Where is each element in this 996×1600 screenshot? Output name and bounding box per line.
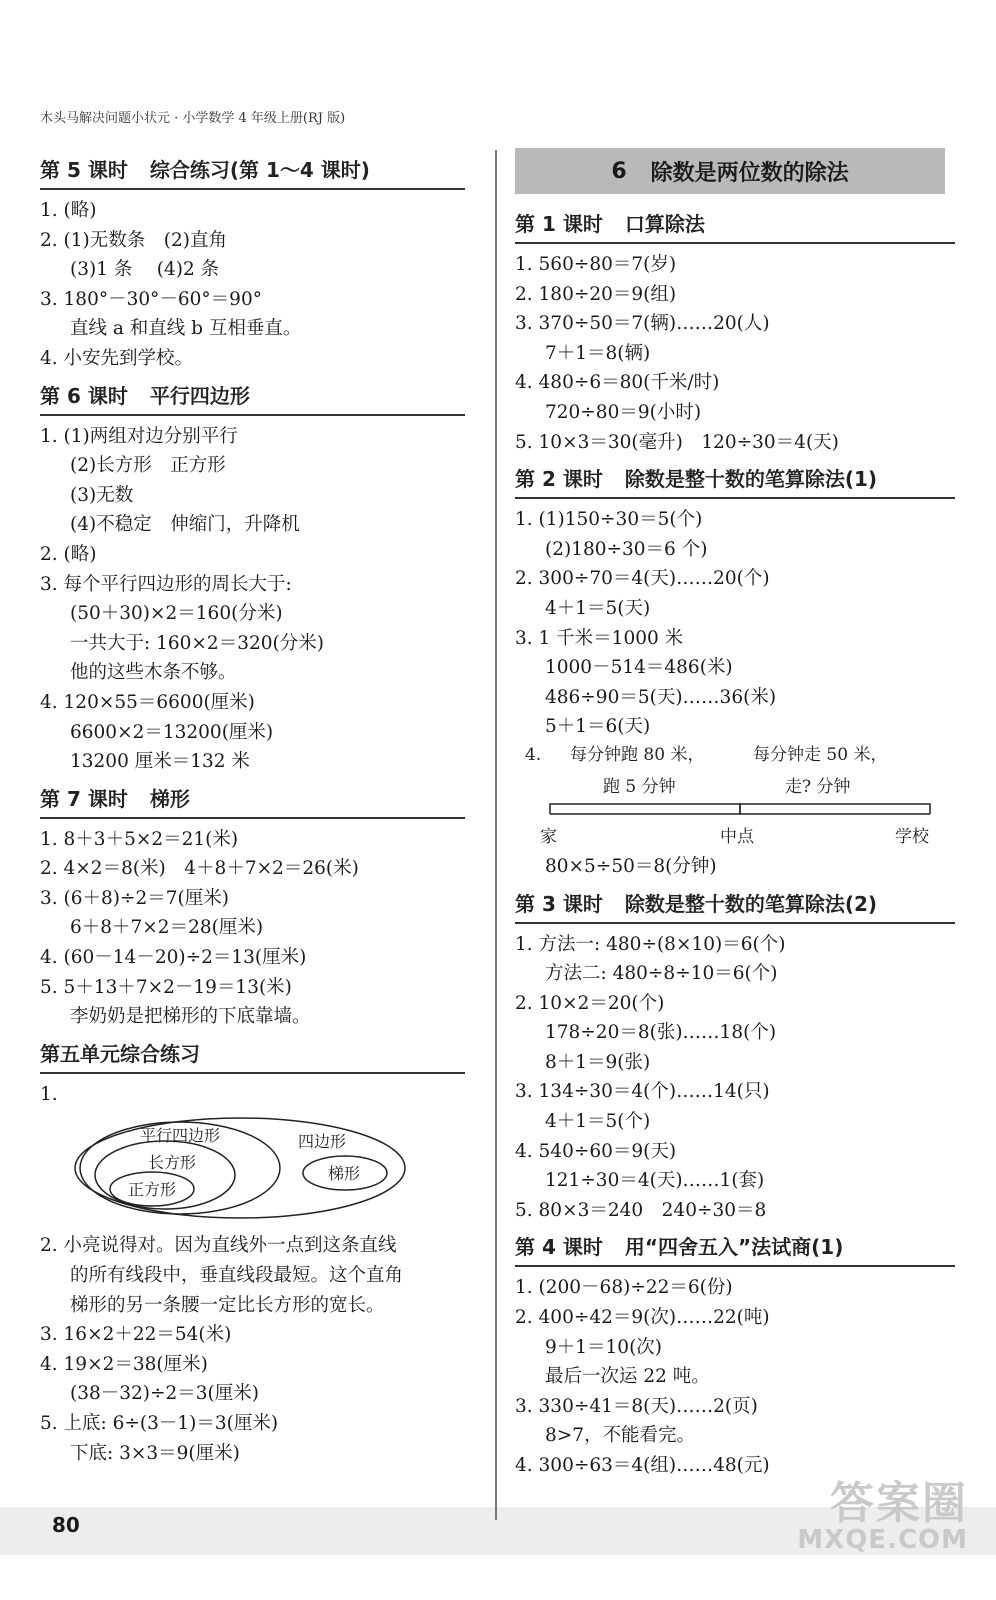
answer-line: (3)1 条 (4)2 条	[70, 259, 220, 281]
answer-line: (2)180÷30＝6 个)	[545, 538, 708, 560]
lesson6-answers	[40, 422, 465, 777]
answer-line: 121÷30＝4(天)……1(套)	[545, 1170, 765, 1192]
answer-line: 8＋1＝9(张)	[545, 1051, 651, 1073]
answer-line: 2. 4×2＝8(米) 4＋8＋7×2＝26(米)	[40, 858, 359, 880]
answer-line: 1. (1)150÷30＝5(个)	[515, 509, 703, 531]
answer-line: 2. 400÷42＝9(次)……22(吨)	[515, 1307, 770, 1329]
answer-line: 4. 480÷6＝80(千米/时)	[515, 372, 720, 394]
right-column	[515, 148, 955, 1481]
walk-segment-brace	[740, 804, 930, 814]
answer-line: 直线 a 和直线 b 互相垂直。	[70, 318, 302, 340]
answer-line: 1. (200－68)÷22＝6(份)	[515, 1277, 733, 1299]
u6-lesson1-number: 第 1 课时	[515, 212, 603, 236]
answer-line: 3. 1 千米＝1000 米	[515, 627, 684, 649]
venn-parallelogram-label: 平行四边形	[140, 1126, 221, 1146]
lesson5-title	[40, 148, 465, 190]
u6-lesson4-number: 第 4 课时	[515, 1235, 603, 1260]
answer-line: (3)无数	[70, 484, 134, 506]
answer-line: 1. 8＋3＋5×2＝21(米)	[40, 828, 239, 850]
answer-line: 一共大于: 160×2＝320(分米)	[70, 632, 324, 654]
lesson7-name: 梯形	[149, 786, 190, 811]
answer-line: 2. (略)	[40, 543, 97, 565]
lesson5-answers	[40, 196, 465, 374]
answer-line: 6600×2＝13200(厘米)	[70, 721, 274, 743]
column-divider	[495, 150, 497, 1520]
walk-time-label: 走? 分钟	[785, 776, 851, 797]
unit6-title: 除数是两位数的除法	[650, 160, 849, 186]
quadrilateral-venn-diagram	[70, 1113, 410, 1223]
answer-line: (2)长方形 正方形	[70, 455, 226, 477]
answer-line: 3. 16×2＋22＝54(米)	[40, 1324, 232, 1346]
lesson7-title	[40, 777, 465, 819]
watermark-site-text: MXQE.COM	[797, 1525, 968, 1555]
answer-line: 720÷80＝9(小时)	[545, 401, 702, 423]
answer-line: 3. (6＋8)÷2＝7(厘米)	[40, 887, 229, 909]
answer-line: 1.	[40, 1083, 58, 1105]
left-column	[40, 148, 465, 1468]
venn-rectangle-label: 长方形	[148, 1153, 197, 1173]
answer-line: (50＋30)×2＝160(分米)	[70, 603, 283, 625]
u6-lesson4-answers	[515, 1273, 955, 1480]
lesson7-answers	[40, 825, 465, 1032]
answer-line: 他的这些木条不够。	[70, 662, 237, 684]
page-number: 80	[52, 1513, 80, 1537]
answer-line: 2. 180÷20＝9(组)	[515, 283, 677, 305]
answer-line: 6＋8＋7×2＝28(厘米)	[70, 917, 264, 939]
answer-line: 3. 每个平行四边形的周长大于:	[40, 573, 292, 595]
answer-line: 8>7，不能看完。	[545, 1425, 696, 1447]
answer-line: 1000－514＝486(米)	[545, 657, 733, 679]
u6-lesson2-name: 除数是整十数的笔算除法(1)	[624, 467, 878, 492]
unit6-banner	[515, 148, 945, 194]
answer-line: 1. 560÷80＝7(岁)	[515, 254, 677, 275]
u6-lesson4-title	[515, 1225, 955, 1267]
unit6-number: 6	[611, 158, 627, 184]
answer-line: 1. (1)两组对边分别平行	[40, 425, 238, 447]
answer-line: 最后一次运 22 吨。	[545, 1366, 710, 1388]
run-segment-brace	[550, 804, 740, 814]
answer-line: 梯形的另一条腰一定比长方形的宽长。	[70, 1294, 385, 1316]
lesson6-number: 第 6 课时	[40, 383, 128, 408]
u6-lesson3-name: 除数是整十数的笔算除法(2)	[624, 891, 878, 916]
unit5-review-answers	[40, 1080, 465, 1468]
site-watermark	[797, 1478, 968, 1555]
answer-line: 5. 5＋13＋7×2－19＝13(米)	[40, 976, 292, 998]
u6-lesson1-title	[515, 202, 955, 244]
answer-line: 的所有线段中，垂直线段最短。这个直角	[70, 1265, 404, 1287]
venn-trapezoid-label: 梯形	[328, 1164, 361, 1184]
answer-line: 486÷90＝5(天)……36(米)	[545, 686, 777, 708]
answer-line: 2. 小亮说得对。因为直线外一点到这条直线	[40, 1235, 397, 1257]
lesson6-name: 平行四边形	[149, 383, 250, 408]
answer-line: 4. 120×55＝6600(厘米)	[40, 691, 255, 713]
answer-line: (4)不稳定 伸缩门，升降机	[70, 514, 300, 536]
midpoint-label: 中点	[720, 826, 754, 847]
u6-lesson4-name: 用“四舍五入”法试商(1)	[624, 1235, 844, 1260]
lesson5-number: 第 5 课时	[40, 158, 128, 182]
venn-quadrilateral-label: 四边形	[298, 1132, 347, 1152]
answer-line: 3. 134÷30＝4(个)……14(只)	[515, 1081, 770, 1103]
u6-lesson2-number: 第 2 课时	[515, 467, 603, 492]
answer-line: 4. 小安先到学校。	[40, 347, 194, 369]
answer-line: 2. (1)无数条 (2)直角	[40, 229, 227, 251]
u6-lesson3-answers	[515, 930, 955, 1226]
answer-line: 4. 19×2＝38(厘米)	[40, 1353, 208, 1375]
answer-line: 3. 330÷41＝8(天)……2(页)	[515, 1395, 758, 1417]
u6-lesson2-answers	[515, 505, 955, 881]
watermark-logo-text: 答案圈	[830, 1478, 968, 1529]
answer-line: 2. 300÷70＝4(天)……20(个)	[515, 568, 770, 590]
answer-line: 4. 540÷60＝9(天)	[515, 1140, 677, 1162]
u6-lesson3-title	[515, 882, 955, 924]
lesson6-title	[40, 374, 465, 416]
u6-lesson3-number: 第 3 课时	[515, 891, 603, 916]
school-label: 学校	[895, 826, 929, 847]
home-label: 家	[540, 826, 557, 847]
answer-line: 3. 180°－30°－60°＝90°	[40, 288, 262, 310]
q4-label: 4.	[525, 744, 542, 765]
u6-lesson1-answers	[515, 250, 955, 457]
answer-line: (38－32)÷2＝3(厘米)	[70, 1383, 259, 1405]
answer-line: 4. (60－14－20)÷2＝13(厘米)	[40, 947, 307, 969]
answer-line: 2. 10×2＝20(个)	[515, 992, 665, 1014]
u6-lesson1-name: 口算除法	[624, 212, 705, 236]
answer-line: 李奶奶是把梯形的下底靠墙。	[70, 1006, 311, 1028]
answer-line: 方法二: 480÷8÷10＝6(个)	[545, 963, 778, 985]
answer-line: 5. 上底: 6÷(3－1)＝3(厘米)	[40, 1413, 279, 1434]
lesson5-name: 综合练习(第 1～4 课时)	[149, 158, 370, 182]
book-header: 木头马解决问题小状元 · 小学数学 4 年级上册(RJ 版)	[40, 111, 346, 126]
answer-line: 1. 方法一: 480÷(8×10)＝6(个)	[515, 933, 786, 955]
answer-line: 5. 10×3＝30(毫升) 120÷30＝4(天)	[515, 431, 839, 453]
venn-square-label: 正方形	[128, 1180, 177, 1200]
answer-line: 4. 300÷63＝4(组)……48(元)	[515, 1455, 770, 1476]
answer-line: 13200 厘米＝132 米	[70, 751, 250, 773]
answer-line: 7＋1＝8(辆)	[545, 342, 651, 364]
answer-line: 178÷20＝8(张)……18(个)	[545, 1022, 777, 1044]
run-time-label: 跑 5 分钟	[603, 776, 676, 797]
answer-line: 5. 80×3＝240 240÷30＝8	[515, 1199, 767, 1221]
unit5-review-title: 第五单元综合练习	[40, 1032, 465, 1074]
answer-line: 4＋1＝5(天)	[545, 597, 651, 619]
answer-line: 80×5÷50＝8(分钟)	[545, 855, 717, 877]
answer-line: 3. 370÷50＝7(辆)……20(人)	[515, 313, 770, 335]
answer-line: 1. (略)	[40, 200, 97, 221]
answer-line: 4＋1＝5(个)	[545, 1111, 651, 1133]
answer-line: 下底: 3×3＝9(厘米)	[70, 1442, 240, 1464]
run-speed-text: 每分钟跑 80 米，	[570, 744, 705, 765]
answer-line: 5＋1＝6(天)	[545, 716, 651, 738]
u6-lesson2-title	[515, 457, 955, 499]
lesson7-number: 第 7 课时	[40, 786, 128, 811]
answer-line: 9＋1＝10(次)	[545, 1336, 663, 1358]
walk-speed-text: 每分钟走 50 米，	[753, 744, 888, 765]
route-line-diagram	[525, 742, 945, 852]
